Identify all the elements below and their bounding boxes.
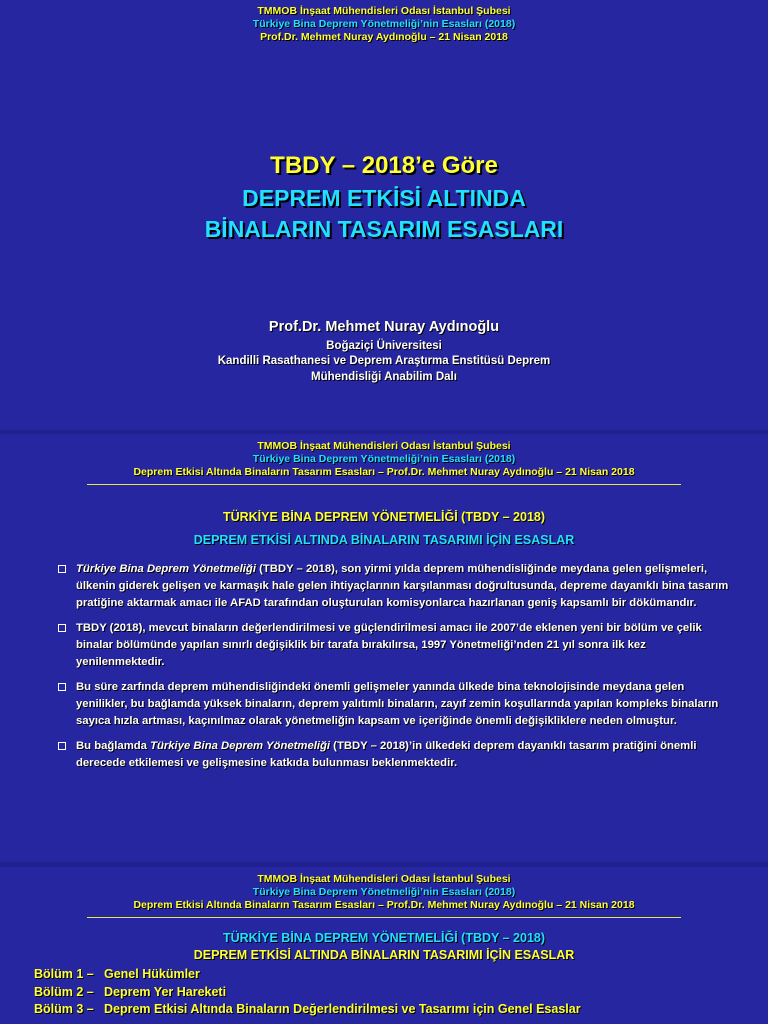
author-name: Prof.Dr. Mehmet Nuray Aydınoğlu [268,319,500,335]
header-divider [87,484,681,485]
chapter-title: Genel Hükümler [104,967,200,981]
affiliation-university: Boğaziçi Üniversitesi [326,340,442,352]
slide-header [0,5,768,44]
header-author-date: Deprem Etkisi Altında Binaların Tasarım Esasları – Prof.Dr. Mehmet Nuray Aydınoğlu – 21 Nisan 2018 [133,899,635,911]
slide-introduction [0,434,768,862]
bullet-list [57,561,729,780]
affiliation-department: Mühendisliği Anabilim Dalı [311,371,457,383]
header-author-date: Deprem Etkisi Altında Binaların Tasarım Esasları – Prof.Dr. Mehmet Nuray Aydınoğlu – 21 Nisan 2018 [133,466,635,478]
chapter-item [34,984,754,1002]
section-subtitle: DEPREM ETKİSİ ALTINDA BİNALARIN TASARIMI İÇİN ESASLAR [193,533,575,547]
header-divider [87,917,681,918]
checkbox-bullet-icon [58,683,66,691]
chapter-number: Bölüm 3 – [34,1002,94,1016]
chapter-item [34,1001,754,1019]
chapter-list [34,966,754,1019]
bullet-item [57,679,729,730]
bullet-text: (TBDY – 2018)’in ülkedeki deprem dayanıklı tasarım pratiğini önemli derecede etkilemesi ve gelişmesine katkıda bulunması beklenmektedir. [76,740,697,769]
bullet-text-prefix: Bu bağlamda [76,740,151,752]
bullet-text: (TBDY – 2018), son yirmi yılda deprem mühendisliğinde meydana gelen gelişmeleri, ülkenin giderek gelişen ve karmaşık hale gelen ihtiyaçlarının karşılanması doğrultusunda, depreme dayanıklı bina tasarım pratiğine aktarmak amacı ile AFAD tarafından oluşturulan komisyonlarca hazırlanan geniş kapsamlı bir dökümandır. [76,563,729,609]
title-line-3: BİNALARIN TASARIM ESASLARI [204,216,564,242]
slide-chapters [0,867,768,1024]
header-subject: Türkiye Bina Deprem Yönetmeliği’nin Esasları (2018) [252,18,516,30]
checkbox-bullet-icon [58,624,66,632]
header-organization: TMMOB İnşaat Mühendisleri Odası İstanbul Şubesi [257,440,511,452]
title-line-2: DEPREM ETKİSİ ALTINDA [242,185,526,211]
bullet-text: Bu süre zarfında deprem mühendisliğindeki önemli gelişmeler yanında ülkede bina teknolojisinde meydana gelen yenilikler, bu bağlamda yüksek binaların, deprem yalıtımlı binaların, zayıf zemin koşullarında yapılan kompleks binaların sayıca hızla artması, kaçınılmaz olarak yönetmeliğin kapsam ve içeriğinde önemli değişikliklere neden olmuştur. [76,681,719,727]
slide-header [0,440,768,479]
header-subject: Türkiye Bina Deprem Yönetmeliği’nin Esasları (2018) [252,453,516,465]
regulation-name: Türkiye Bina Deprem Yönetmeliği [150,740,331,752]
chapter-title: Deprem Etkisi Altında Binaların Değerlendirilmesi ve Tasarımı için Genel Esaslar [104,1002,581,1016]
chapter-item [34,966,754,984]
chapter-number: Bölüm 2 – [34,984,94,999]
chapter-number: Bölüm 1 – [34,967,94,981]
bullet-item [57,561,729,612]
section-title: TÜRKİYE BİNA DEPREM YÖNETMELİĞİ (TBDY – 2018) [222,931,546,945]
slide-header [0,873,768,912]
section-subtitle: DEPREM ETKİSİ ALTINDA BİNALARIN TASARIMI İÇİN ESASLAR [193,948,575,962]
bullet-item [57,620,729,671]
bullet-item [57,738,729,772]
checkbox-bullet-icon [58,565,66,573]
bullet-text: TBDY (2018), mevcut binaların değerlendirilmesi ve güçlendirilmesi amacı ile 2007’de eklenen yeni bir bölüm ve çelik binalar bölümünde yapılan sınırlı değişiklik bir tarafa bırakılırsa, 1997 Yönetmeliği’nden 21 yıl sonra ilk kez yenilenmektedir. [76,622,702,668]
section-title: TÜRKİYE BİNA DEPREM YÖNETMELİĞİ (TBDY – 2018) [222,510,546,524]
header-subject: Türkiye Bina Deprem Yönetmeliği’nin Esasları (2018) [252,886,516,898]
affiliation-institute: Kandilli Rasathanesi ve Deprem Araştırma Enstitüsü Deprem [217,355,551,367]
slide-title [0,0,768,430]
regulation-name: Türkiye Bina Deprem Yönetmeliği [76,563,256,575]
header-organization: TMMOB İnşaat Mühendisleri Odası İstanbul Şubesi [257,5,511,17]
title-main: TBDY – 2018’e Göre [270,152,498,179]
checkbox-bullet-icon [58,742,66,750]
chapter-title: Deprem Yer Hareketi [104,984,227,999]
header-author-date: Prof.Dr. Mehmet Nuray Aydınoğlu – 21 Nisan 2018 [260,31,508,43]
header-organization: TMMOB İnşaat Mühendisleri Odası İstanbul Şubesi [257,873,511,885]
